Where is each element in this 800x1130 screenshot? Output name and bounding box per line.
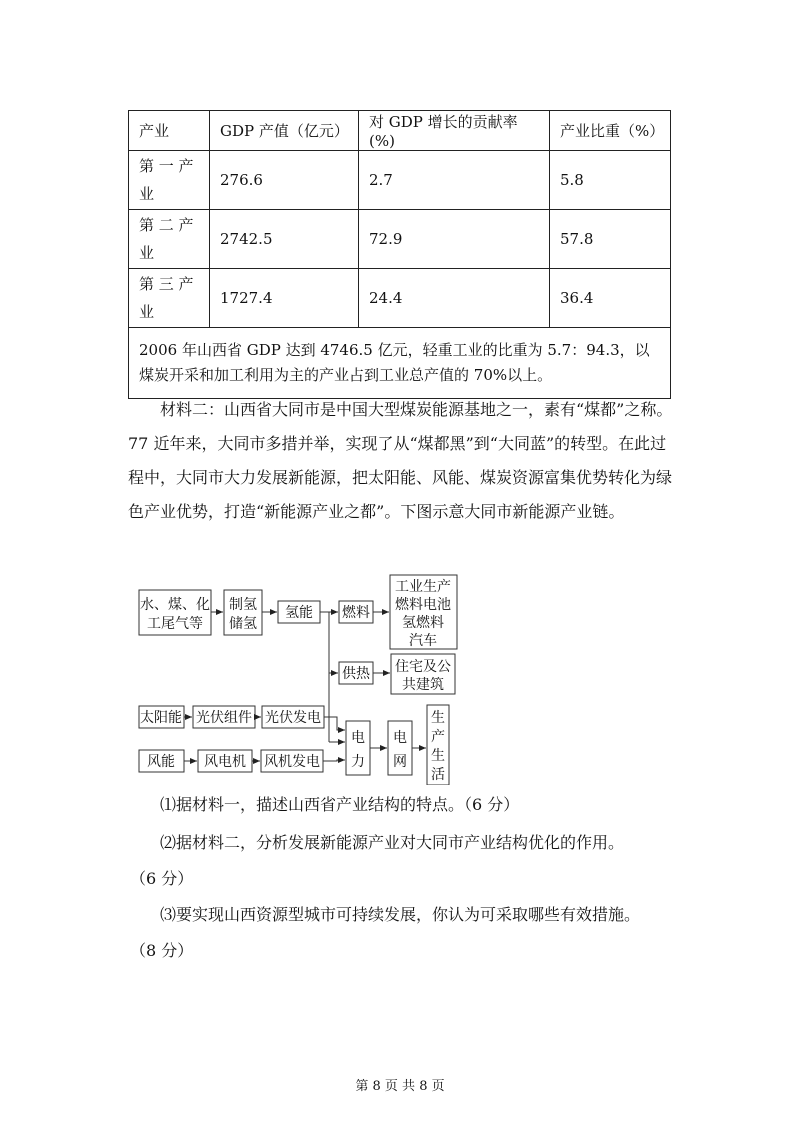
table-row <box>129 151 671 210</box>
hydrogen-production-line1: 制氢 <box>229 597 257 613</box>
life-label: 活 <box>431 767 445 783</box>
gdp-cell: 2742.5 <box>210 210 359 269</box>
life-label: 生 <box>431 748 445 764</box>
industry-name-line1: 第 三 产 <box>139 275 194 293</box>
heating-use-line2: 共建筑 <box>402 677 444 693</box>
question-2: ⑵据材料二，分析发展新能源产业对大同市产业结构优化的作用。 <box>160 833 625 852</box>
gdp-cell: 276.6 <box>210 151 359 210</box>
contribution-cell: 72.9 <box>359 210 550 269</box>
life-label: 产 <box>431 729 445 745</box>
electricity-label: 电 <box>351 730 365 746</box>
grid-label: 电 <box>393 730 407 746</box>
table-note: 2006 年山西省 GDP 达到 4746.5 亿元，轻重工业的比重为 5.7：94.3，以煤炭开采和加工利用为主的产业占到工业总产值的 70%以上。 <box>129 328 671 399</box>
wind-power-label: 风机发电 <box>264 754 320 770</box>
hydrogen-production-line2: 储氢 <box>229 616 257 632</box>
industry-name-line1: 第 一 产 <box>139 157 194 175</box>
fuel-label: 燃料 <box>342 605 370 621</box>
heating-use-line1: 住宅及公 <box>395 659 451 675</box>
gdp-table <box>128 110 671 399</box>
question-3: ⑶要实现山西资源型城市可持续发展，你认为可采取哪些有效措施。 <box>160 905 641 924</box>
table-header-row <box>129 111 671 151</box>
header-gdp: GDP 产值（亿元） <box>210 111 359 151</box>
arrow <box>323 760 345 761</box>
pv-power-label: 光伏发电 <box>265 710 321 726</box>
question-2-score: （6 分） <box>130 869 194 888</box>
industry-cell <box>129 210 210 269</box>
fuel-use-label: 汽车 <box>409 633 437 649</box>
source-label-line2: 工尾气等 <box>147 616 203 632</box>
gdp-cell: 1727.4 <box>210 269 359 328</box>
question-3-score: （8 分） <box>130 941 194 960</box>
industry-chain-diagram <box>130 570 460 785</box>
arrow <box>324 717 345 730</box>
electricity-label: 力 <box>351 754 365 770</box>
fuel-use-label: 氢燃料 <box>402 615 444 631</box>
grid-label: 网 <box>393 754 407 770</box>
solar-label: 太阳能 <box>140 710 182 726</box>
heating-label: 供热 <box>342 666 370 682</box>
industry-name-line1: 第 二 产 <box>139 216 194 234</box>
header-contribution: 对 GDP 增长的贡献率(%) <box>359 111 550 151</box>
share-cell: 5.8 <box>550 151 671 210</box>
industry-cell <box>129 269 210 328</box>
wind-turbine-label: 风电机 <box>204 754 246 770</box>
table-note-row <box>129 328 671 399</box>
pv-module-label: 光伏组件 <box>196 710 252 726</box>
hydrogen-label: 氢能 <box>285 605 313 621</box>
industry-name-line2: 业 <box>139 244 155 262</box>
table-row <box>129 210 671 269</box>
industry-name-line2: 业 <box>139 303 155 321</box>
contribution-cell: 2.7 <box>359 151 550 210</box>
question-1: ⑴据材料一，描述山西省产业结构的特点。（6 分） <box>160 795 520 814</box>
share-cell: 36.4 <box>550 269 671 328</box>
header-industry: 产业 <box>129 111 210 151</box>
source-label-line1: 水、煤、化 <box>140 597 210 613</box>
header-share: 产业比重（%） <box>550 111 671 151</box>
life-label: 生 <box>431 710 445 726</box>
industry-name-line2: 业 <box>139 185 155 203</box>
page-footer: 第 8 页 共 8 页 <box>355 1079 445 1094</box>
fuel-use-label: 燃料电池 <box>395 597 451 613</box>
material-two-paragraph: 材料二：山西省大同市是中国大型煤炭能源基地之一，素有“煤都”之称。77 近年来，大同市多措并举，实现了从“煤都黑”到“大同蓝”的转型。在此过程中，大同市大力发展新能源，把太阳能、风能、煤炭资源富集优势转化为绿色产业优势，打造“新能源产业之都”。下图示意大同市新能源产业链。 <box>128 400 673 521</box>
industry-cell <box>129 151 210 210</box>
contribution-cell: 24.4 <box>359 269 550 328</box>
share-cell: 57.8 <box>550 210 671 269</box>
fuel-use-label: 工业生产 <box>395 579 451 595</box>
table-row <box>129 269 671 328</box>
wind-label: 风能 <box>147 754 175 770</box>
